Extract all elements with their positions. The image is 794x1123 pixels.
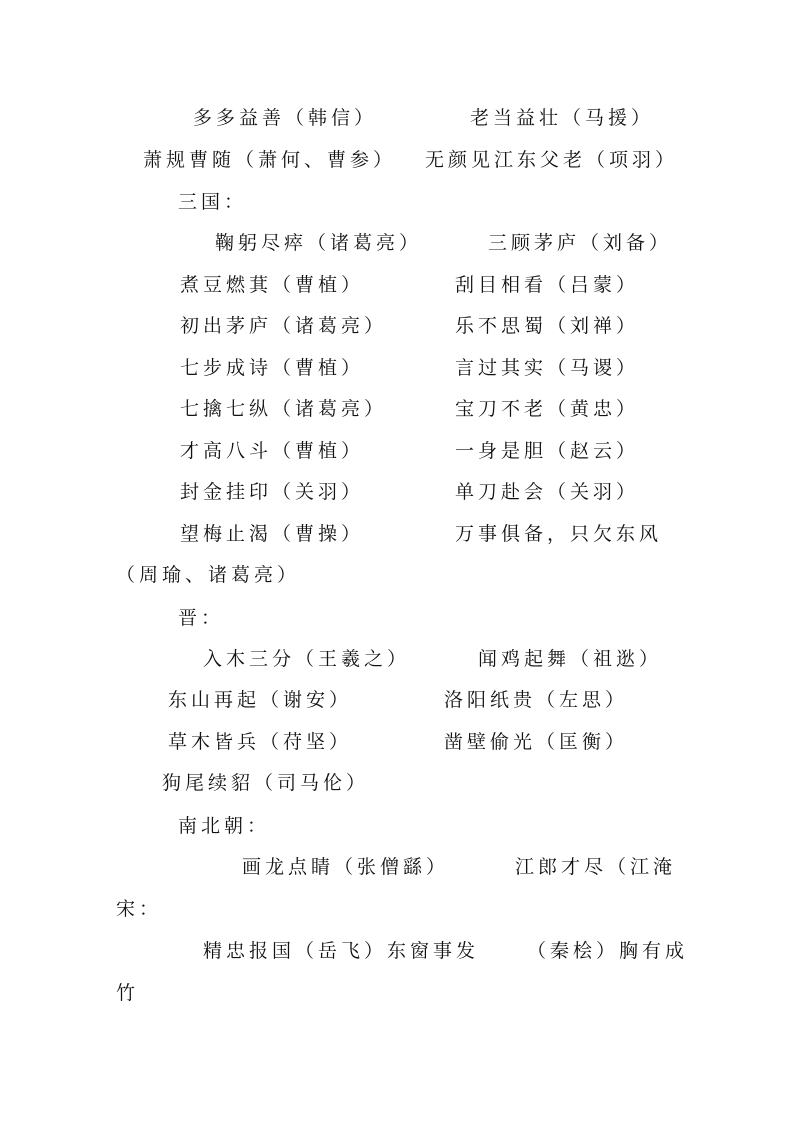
- idiom-sanguo-chuchumaolu: 初出茅庐（诸葛亮）: [180, 315, 388, 337]
- idiom-sanguo-caigaobadou: 才高八斗（曹植）: [180, 440, 365, 462]
- idiom-han-laodangyizhuang: 老当益壮（马援）: [470, 107, 655, 129]
- idiom-jin-wenjiqiwu: 闻鸡起舞（祖逖）: [478, 648, 663, 670]
- idiom-jin-rumusanfen: 入木三分（王羲之）: [203, 648, 411, 670]
- idiom-sanguo-yanguoqishi: 言过其实（马谡）: [455, 357, 640, 379]
- idiom-sanguo-jugongjincui: 鞠躬尽瘁（诸葛亮）: [215, 232, 423, 254]
- idiom-nanbeichao-jianglangcaijin: 江郎才尽（江淹: [515, 856, 677, 878]
- idiom-han-xiaoguicaosui: 萧规曹随（萧何、曹参）: [143, 149, 397, 171]
- idiom-song-jingzhongbaoguo-dongchuangshifa: 精忠报国（岳飞）东窗事发: [203, 940, 480, 962]
- idiom-song-xiongyouchengzhu-continued: 竹: [116, 982, 140, 1004]
- idiom-sanguo-guamuxiangkan: 刮目相看（吕蒙）: [455, 274, 640, 296]
- idiom-sanguo-dandaofuhui: 单刀赴会（关羽）: [455, 481, 640, 503]
- idiom-sanguo-fengjinguayin: 封金挂印（关羽）: [180, 481, 365, 503]
- section-heading-nanbeichao: 南北朝：: [178, 815, 271, 837]
- idiom-sanguo-qiqinqizong: 七擒七纵（诸葛亮）: [180, 398, 388, 420]
- section-heading-song: 宋：: [116, 898, 163, 920]
- idiom-sanguo-baodaobulao: 宝刀不老（黄忠）: [455, 398, 640, 420]
- idiom-jin-dongshanzaiqi: 东山再起（谢安）: [168, 689, 353, 711]
- idiom-sanguo-yishenshidan: 一身是胆（赵云）: [455, 440, 640, 462]
- idiom-sanguo-wangmeizhike: 望梅止渴（曹操）: [180, 523, 365, 545]
- idiom-nanbeichao-hualongdianjing: 画龙点睛（张僧繇）: [242, 856, 450, 878]
- idiom-sanguo-wanshijubei-attribution: （周瑜、诸葛亮）: [116, 564, 301, 586]
- idiom-song-xiongyouchengzhu: （秦桧）胸有成: [527, 940, 689, 962]
- idiom-sanguo-sangumaolu: 三顾茅庐（刘备）: [488, 232, 673, 254]
- idiom-han-wuyanjianjiangdong: 无颜见江东父老（项羽）: [425, 149, 679, 171]
- idiom-sanguo-qibuchengshi: 七步成诗（曹植）: [180, 357, 365, 379]
- idiom-sanguo-wanshijubei: 万事俱备，只欠东风: [455, 523, 663, 545]
- idiom-han-duoduoyishan: 多多益善（韩信）: [193, 107, 378, 129]
- idiom-sanguo-zhudouranqi: 煮豆燃萁（曹植）: [180, 274, 365, 296]
- idiom-sanguo-lebusishu: 乐不思蜀（刘禅）: [455, 315, 640, 337]
- section-heading-jin: 晋：: [178, 607, 225, 629]
- section-heading-sanguo: 三国：: [178, 191, 248, 213]
- idiom-jin-zaobitouguang: 凿壁偷光（匡衡）: [444, 731, 629, 753]
- idiom-jin-luoyangzhigui: 洛阳纸贵（左思）: [444, 689, 629, 711]
- idiom-jin-caomujiebing: 草木皆兵（苻坚）: [168, 731, 353, 753]
- idiom-jin-gouweixudiao: 狗尾续貂（司马伦）: [162, 772, 370, 794]
